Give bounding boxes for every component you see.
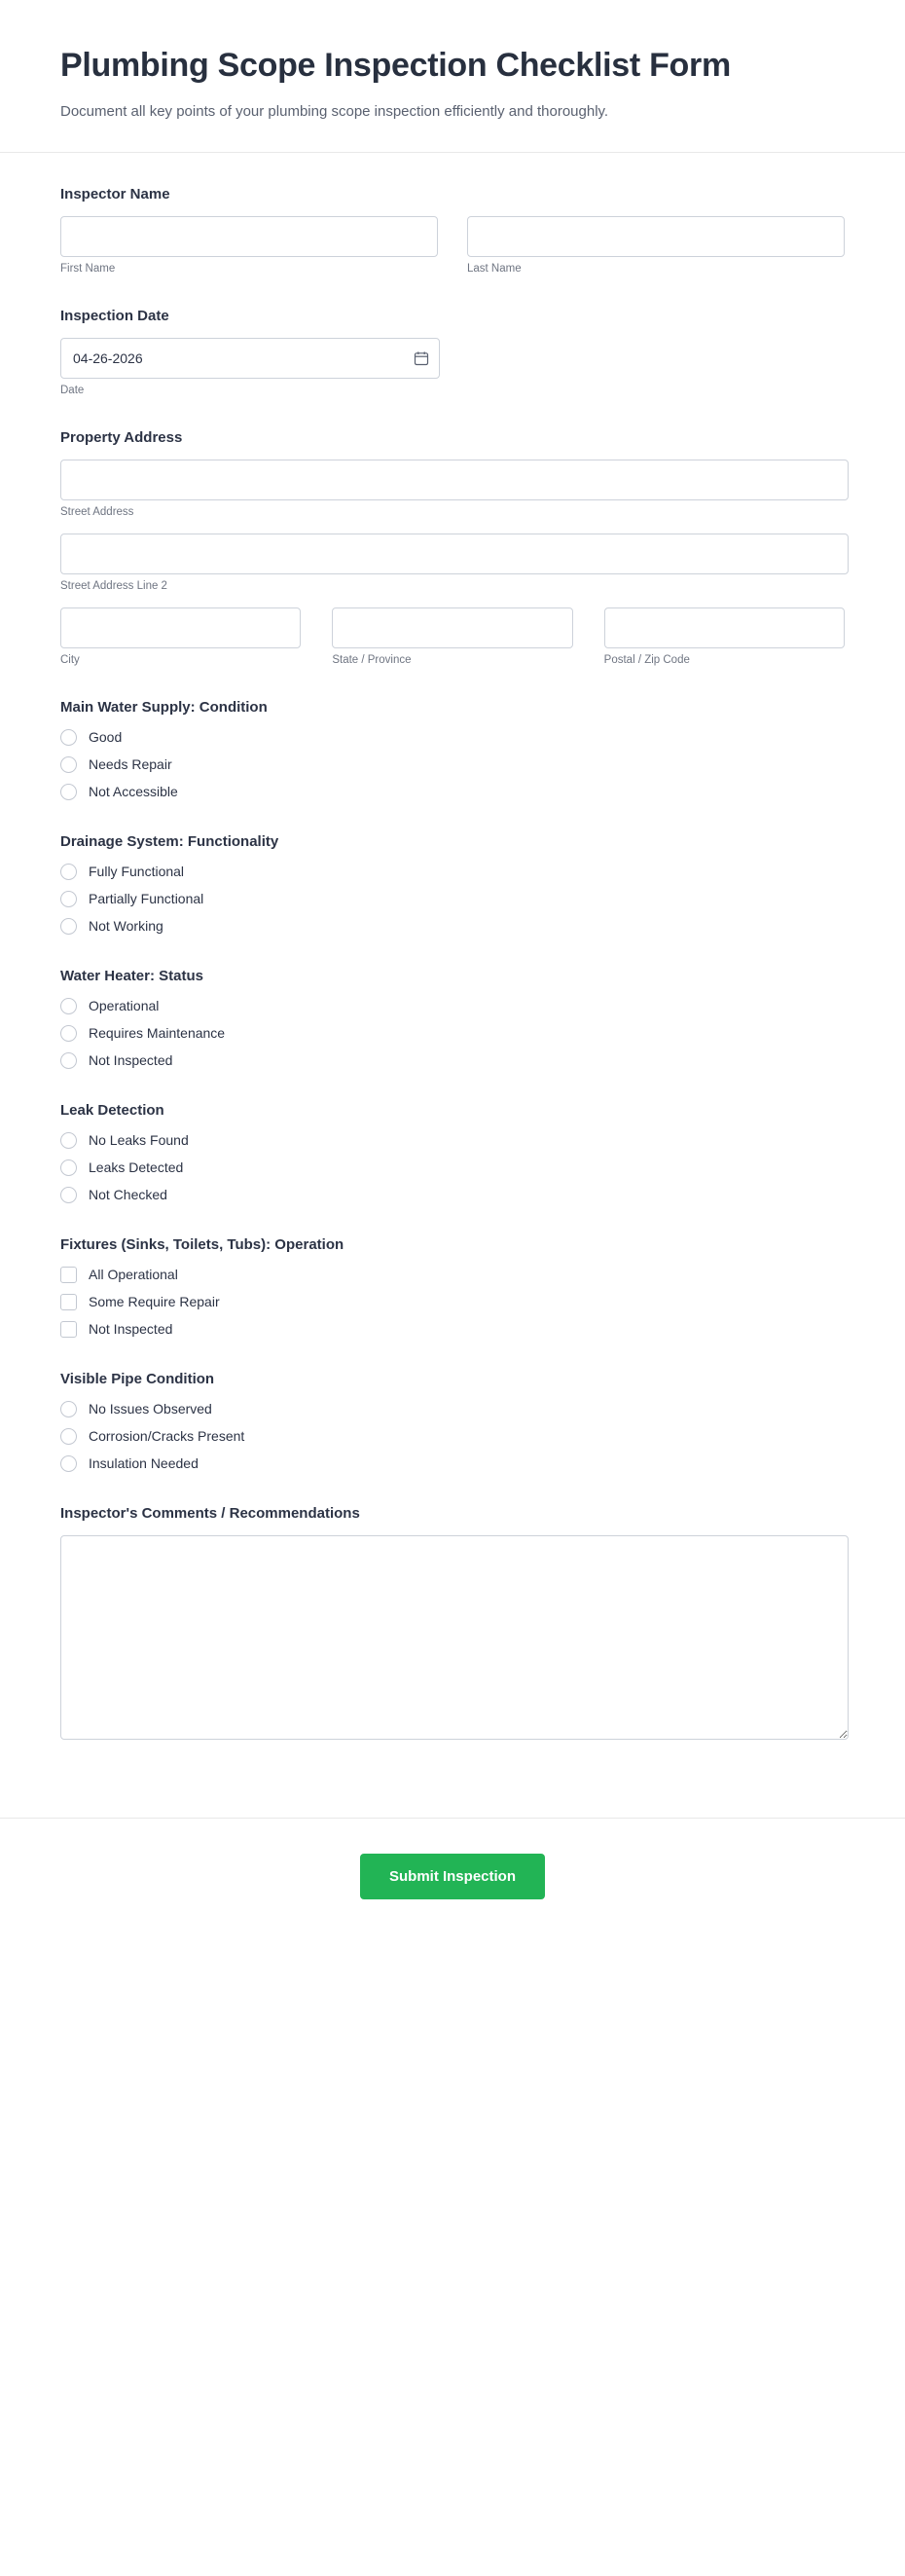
radio-icon[interactable]	[60, 1159, 77, 1176]
radio-option[interactable]	[60, 891, 845, 907]
choice-option-label: Good	[89, 729, 123, 746]
choice-options	[60, 1132, 845, 1203]
street-address-wrap	[60, 460, 845, 518]
radio-option[interactable]	[60, 1187, 845, 1203]
radio-icon[interactable]	[60, 1052, 77, 1069]
choice-option-label: Not Inspected	[89, 1321, 173, 1338]
choice-option-label: Partially Functional	[89, 891, 204, 907]
choice-option-label: Not Accessible	[89, 784, 178, 800]
page-title: Plumbing Scope Inspection Checklist Form	[60, 47, 731, 84]
radio-option[interactable]	[60, 1132, 845, 1149]
checkbox-option[interactable]	[60, 1321, 845, 1338]
choice-option-label: Needs Repair	[89, 756, 172, 773]
postal-code-sublabel: Postal / Zip Code	[603, 653, 690, 666]
choice-group-title: Leak Detection	[60, 1101, 164, 1119]
radio-icon[interactable]	[60, 1132, 77, 1149]
radio-option[interactable]	[60, 998, 845, 1014]
radio-icon[interactable]	[60, 891, 77, 907]
radio-icon[interactable]	[60, 1455, 77, 1472]
state-sublabel: State / Province	[332, 653, 412, 666]
inspection-date-sublabel: Date	[60, 384, 85, 396]
radio-icon[interactable]	[60, 998, 77, 1014]
choice-options	[60, 1401, 845, 1472]
checkbox-icon[interactable]	[60, 1267, 77, 1283]
last-name-wrap	[467, 216, 845, 275]
radio-icon[interactable]	[60, 1025, 77, 1042]
property-address-label: Property Address	[60, 428, 183, 446]
city-sublabel: City	[60, 653, 80, 666]
city-wrap	[60, 607, 301, 666]
choice-options	[60, 729, 845, 800]
first-name-input[interactable]	[60, 216, 438, 257]
choice-group	[60, 699, 845, 800]
choice-group-title: Visible Pipe Condition	[60, 1370, 215, 1387]
postal-wrap	[604, 607, 845, 666]
choice-option-label: Leaks Detected	[89, 1159, 184, 1176]
inspection-date-wrap	[60, 338, 440, 379]
choice-option-label: All Operational	[89, 1267, 178, 1283]
radio-option[interactable]	[60, 1455, 845, 1472]
choice-option-label: Fully Functional	[89, 864, 185, 880]
radio-option[interactable]	[60, 1052, 845, 1069]
choice-group-title: Water Heater: Status	[60, 967, 203, 984]
choice-option-label: No Leaks Found	[89, 1132, 189, 1149]
calendar-icon[interactable]	[414, 350, 429, 366]
checkbox-option[interactable]	[60, 1294, 845, 1310]
radio-icon[interactable]	[60, 1401, 77, 1417]
street-address-sublabel: Street Address	[60, 505, 134, 518]
comments-label: Inspector's Comments / Recommendations	[60, 1504, 360, 1522]
choice-option-label: Operational	[89, 998, 160, 1014]
last-name-sublabel: Last Name	[467, 262, 522, 275]
radio-option[interactable]	[60, 756, 845, 773]
radio-icon[interactable]	[60, 756, 77, 773]
radio-icon[interactable]	[60, 918, 77, 935]
first-name-wrap	[60, 216, 438, 275]
radio-icon[interactable]	[60, 864, 77, 880]
choice-option-label: Not Working	[89, 918, 163, 935]
radio-icon[interactable]	[60, 784, 77, 800]
choice-option-label: Not Checked	[89, 1187, 167, 1203]
street-address-2-input[interactable]	[60, 534, 849, 574]
comments-textarea[interactable]	[60, 1535, 849, 1740]
radio-icon[interactable]	[60, 1187, 77, 1203]
page-subtitle: Document all key points of your plumbing scope inspection efficiently and thoroughly.	[60, 102, 609, 120]
postal-code-input[interactable]	[604, 607, 845, 648]
checkbox-icon[interactable]	[60, 1294, 77, 1310]
submit-button[interactable]: Submit Inspection	[360, 1854, 545, 1899]
choice-group	[60, 833, 845, 935]
field-inspector-name	[60, 186, 845, 275]
choice-option-label: Corrosion/Cracks Present	[89, 1428, 245, 1445]
city-input[interactable]	[60, 607, 301, 648]
checkbox-option[interactable]	[60, 1267, 845, 1283]
radio-icon[interactable]	[60, 729, 77, 746]
checkbox-icon[interactable]	[60, 1321, 77, 1338]
choice-group	[60, 968, 845, 1069]
inspection-date-label: Inspection Date	[60, 307, 169, 324]
choice-options	[60, 1267, 845, 1338]
inspection-date-input[interactable]	[60, 338, 440, 379]
choice-option-label: Some Require Repair	[89, 1294, 220, 1310]
choice-options	[60, 864, 845, 935]
radio-option[interactable]	[60, 918, 845, 935]
radio-option[interactable]	[60, 1159, 845, 1176]
choice-option-label: Not Inspected	[89, 1052, 173, 1069]
choice-option-label: No Issues Observed	[89, 1401, 212, 1417]
choice-group	[60, 1371, 845, 1472]
field-comments	[60, 1505, 845, 1740]
state-input[interactable]	[332, 607, 572, 648]
choice-group-title: Drainage System: Functionality	[60, 832, 279, 850]
form-header	[0, 0, 905, 153]
field-property-address	[60, 429, 845, 666]
choice-group	[60, 1236, 845, 1338]
first-name-sublabel: First Name	[60, 262, 116, 275]
radio-icon[interactable]	[60, 1428, 77, 1445]
last-name-input[interactable]	[467, 216, 845, 257]
street-address-2-wrap	[60, 534, 845, 592]
choice-option-label: Requires Maintenance	[89, 1025, 226, 1042]
radio-option[interactable]	[60, 729, 845, 746]
radio-option[interactable]	[60, 864, 845, 880]
choice-group-title: Main Water Supply: Condition	[60, 698, 268, 716]
radio-option[interactable]	[60, 1025, 845, 1042]
choice-group	[60, 1102, 845, 1203]
choice-option-label: Insulation Needed	[89, 1455, 199, 1472]
state-wrap	[332, 607, 572, 666]
choice-group-title: Fixtures (Sinks, Toilets, Tubs): Operation	[60, 1235, 344, 1253]
inspector-name-row	[60, 216, 845, 275]
choice-options	[60, 998, 845, 1069]
choice-groups	[60, 699, 845, 1472]
radio-option[interactable]	[60, 1401, 845, 1417]
inspector-name-label: Inspector Name	[60, 185, 170, 202]
city-state-zip-row	[60, 607, 845, 666]
field-inspection-date	[60, 308, 845, 396]
street-address-input[interactable]	[60, 460, 849, 500]
radio-option[interactable]	[60, 784, 845, 800]
form-footer	[0, 1818, 905, 1946]
form-body	[0, 153, 905, 1783]
street-address-2-sublabel: Street Address Line 2	[60, 579, 167, 592]
radio-option[interactable]	[60, 1428, 845, 1445]
